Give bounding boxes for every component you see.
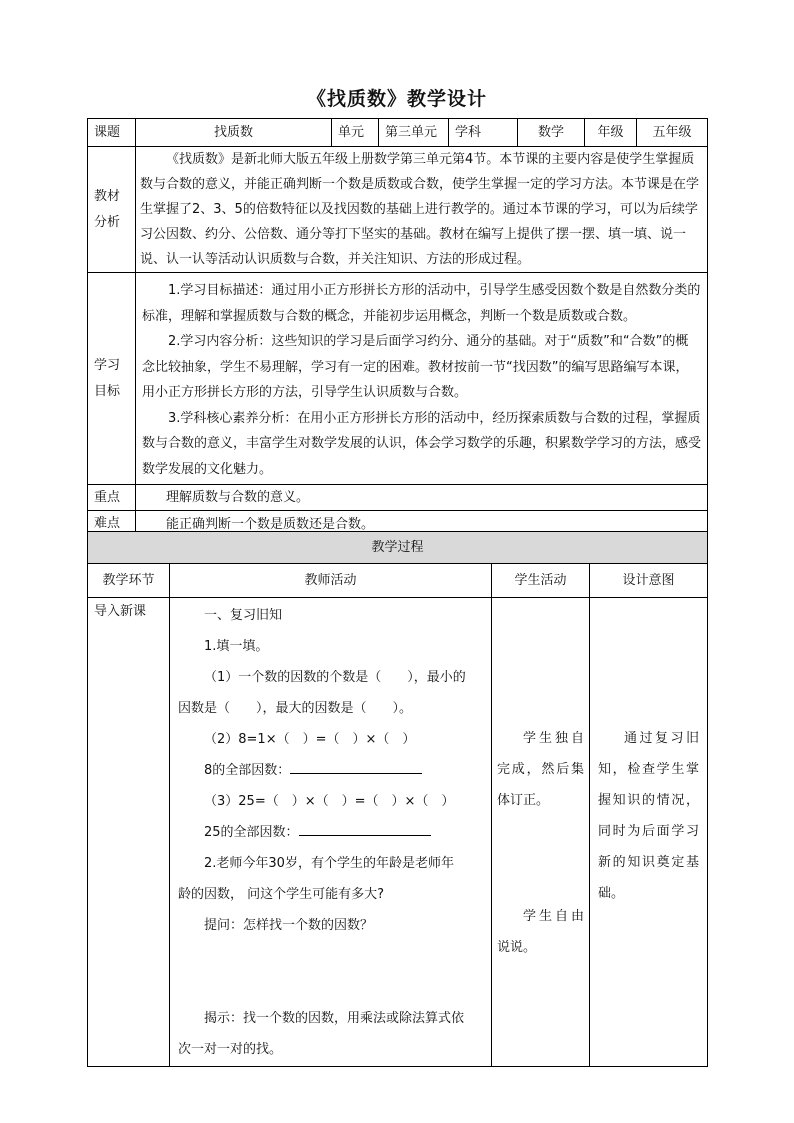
- grade-value: 五年级: [637, 119, 708, 147]
- col-design: 设计意图: [590, 564, 708, 598]
- blank-line: [299, 823, 431, 836]
- student-note: 学生自由说说。: [497, 909, 584, 955]
- analysis-row: [88, 147, 708, 273]
- process-header-row: [88, 532, 708, 564]
- analysis-label: 教材 分析: [88, 147, 136, 273]
- design-intent: [590, 598, 708, 1067]
- key-point-label: 重点: [88, 485, 136, 511]
- student-note: 学生独自完成，然后集体订正。: [497, 731, 584, 808]
- header-row: [88, 119, 708, 147]
- difficulty-label: 难点: [88, 511, 136, 538]
- unit-value: 第三单元: [379, 119, 449, 147]
- factors-25-line: 25的全部因数：: [178, 817, 483, 848]
- course-label: 课题: [88, 119, 136, 147]
- process-header: 教学过程: [88, 532, 708, 564]
- analysis-text: 《找质数》是新北师大版五年级上册数学第三单元第4节。本节课的主要内容是使学生掌握质数与合数的意义，并能正确判断一个数是质数或合数，使学生掌握一定的学习方法。本节课是在学生掌握了2、3、5的倍数特征以及找因数的基础上进行教学的。通过本节课的学习，可以为后续学习公因数、约分、公倍数、通分等打下坚实的基础。教材在编写上提供了摆一摆、填一填、说一说、认一认等活动认识质数与合数，并关注知识、方法的形成过程。: [136, 147, 708, 273]
- goals-label: 学习 目标: [88, 273, 136, 485]
- subject-label: 学科: [449, 119, 518, 147]
- lesson-info-table: [87, 118, 708, 538]
- teaching-process-table: [87, 531, 708, 1067]
- col-student: 学生活动: [492, 564, 590, 598]
- goal-item: 1.学习目标描述：通过用小正方形拼长方形的活动中，引导学生感受因数个数是自然数分类的标准，理解和掌握质数与合数的概念，并能初步运用概念，判断一个数是质数或合数。: [142, 283, 701, 324]
- key-point-text: 理解质数与合数的意义。: [136, 485, 708, 511]
- col-teacher: 教师活动: [170, 564, 492, 598]
- grade-label: 年级: [585, 119, 637, 147]
- process-columns-row: [88, 564, 708, 598]
- goals-text: [136, 273, 708, 485]
- key-point-row: [88, 485, 708, 511]
- teacher-activity: 一、复习旧知 1.填一填。 （1）一个数的因数的个数是（ ），最小的 因数是（ ），最大的因数是（ ）。 （2）8=1×（ ）=（ ）×（ ） 8的全部因数： （3）25=（ ）×（ ）=（ ）×（ ） 25的全部因数： 2.老师今年30岁，有个学生的年龄是老师年 龄的因数， 问这个学生可能有多大? 提问：怎样找一个数的因数？ 揭示：找一个数的因数，用乘法或除法算式依 次一对一对的找。: [170, 598, 492, 1067]
- page-title: 《找质数》教学设计: [306, 88, 487, 110]
- difficulty-text: 能正确判断一个数是质数还是合数。: [136, 511, 708, 538]
- student-activity: [492, 598, 590, 1067]
- goal-item: 2.学习内容分析：这些知识的学习是后面学习约分、通分的基础。对于“质数”和“合数”的概念比较抽象，学生不易理解，学习有一定的困难。教材按前一节“找因数”的编写思路编写本课，用小正方形拼长方形的方法，引导学生认识质数与合数。: [142, 334, 689, 400]
- goal-item: 3.学科核心素养分析：在用小正方形拼长方形的活动中，经历探索质数与合数的过程，掌握质数与合数的意义，丰富学生对数学发展的认识，体会学习数学的乐趣，积累数学学习的方法，感受数学发展的文化魅力。: [142, 410, 702, 477]
- subject-value: 数学: [518, 119, 585, 147]
- goals-row: [88, 273, 708, 485]
- stage-name: 导入新课: [88, 598, 170, 1067]
- factors-8-line: 8的全部因数：: [178, 755, 483, 786]
- col-stage: 教学环节: [88, 564, 170, 598]
- course-value: 找质数: [136, 119, 332, 147]
- blank-line: [290, 761, 422, 774]
- unit-label: 单元: [332, 119, 379, 147]
- process-row-intro: [88, 598, 708, 1067]
- design-note: 通过复习旧知，检查学生掌握知识的情况，同时为后面学习新的知识奠定基础。: [598, 731, 700, 901]
